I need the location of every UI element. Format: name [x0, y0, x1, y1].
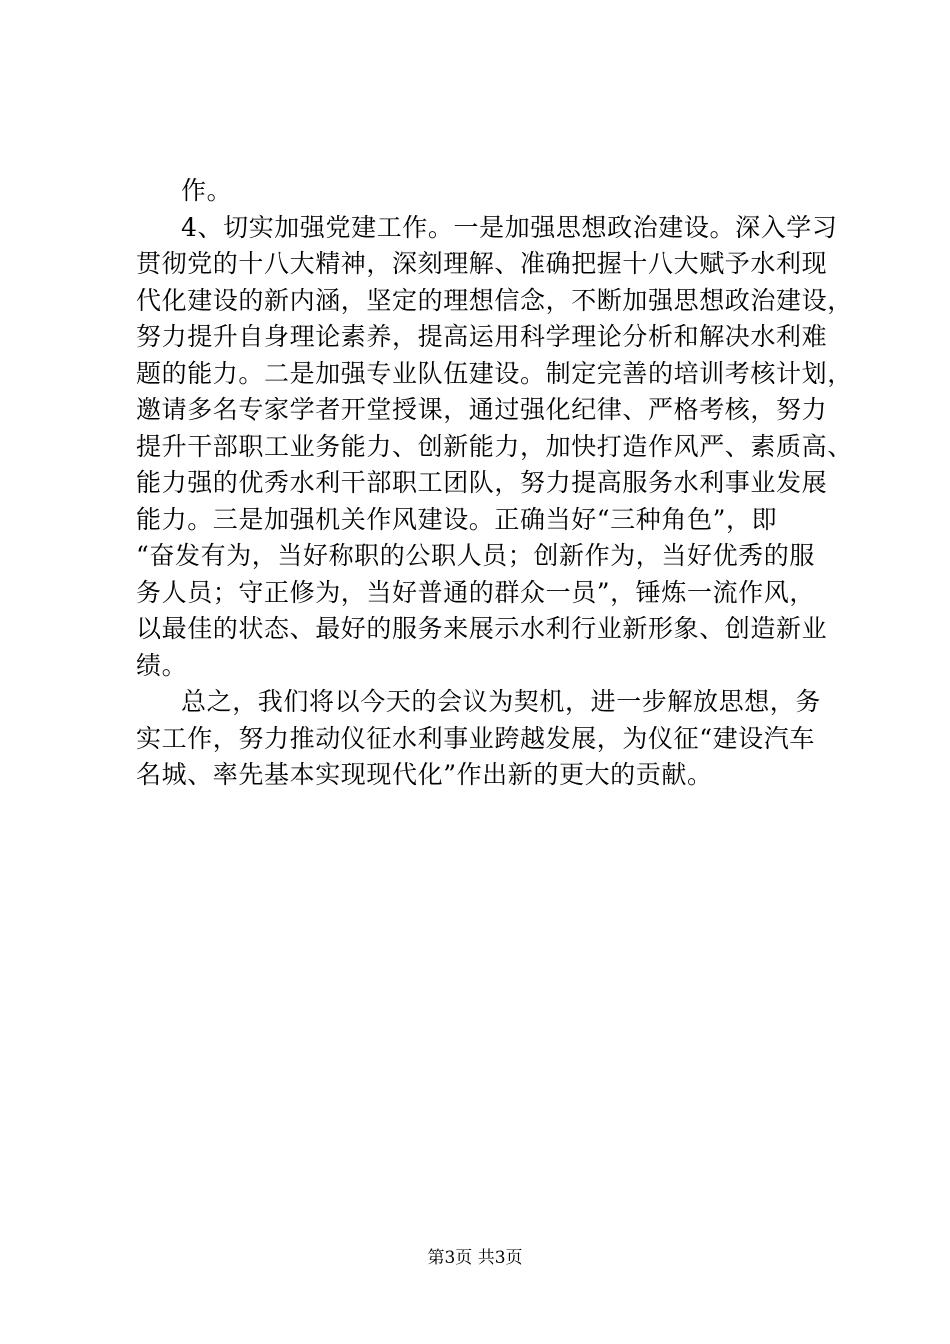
text-line: 贯彻党的十八大精神，深刻理解、准确把握十八大赋予水利现 [136, 249, 828, 278]
text-line: 以最佳的状态、最好的服务来展示水利行业新形象、创造新业 [136, 614, 828, 643]
text-line: 努力提升自身理论素养，提高运用科学理论分析和解决水利难 [136, 322, 828, 351]
text-line: 能力。三是加强机关作风建设。正确当好“三种角色”，即 [136, 504, 778, 534]
text-line: 作。 [181, 176, 233, 205]
text-line: 绩。 [136, 650, 188, 680]
text-line: 总之，我们将以今天的会议为契机，进一步解放思想，务 [181, 687, 822, 716]
text-line: 实工作，努力推动仪征水利事业跨越发展，为仪征“建设汽车 [136, 723, 815, 753]
text-line: “奋发有为，当好称职的公职人员；创新作为，当好优秀的服 [136, 541, 815, 570]
text-line: 提升干部职工业务能力、创新能力，加快打造作风严、素质高、 [136, 431, 853, 461]
text-line: 题的能力。二是加强专业队伍建设。制定完善的培训考核计划， [136, 358, 853, 388]
text-line: 务人员；守正修为，当好普通的群众一员”，锤炼一流作风， [136, 577, 815, 607]
document-body [136, 173, 853, 794]
text-line: 邀请多名专家学者开堂授课，通过强化纪律、严格考核，努力 [136, 395, 828, 424]
text-line: 代化建设的新内涵，坚定的理想信念，不断加强思想政治建设， [136, 285, 853, 315]
text-line: 4、切实加强党建工作。一是加强思想政治建设。深入学习 [181, 212, 838, 242]
text-line: 名城、率先基本实现现代化”作出新的更大的贡献。 [136, 760, 713, 789]
text-line: 能力强的优秀水利干部职工团队，努力提高服务水利事业发展 [136, 468, 828, 497]
page-number-footer: 第3页 共3页 [427, 1248, 523, 1268]
